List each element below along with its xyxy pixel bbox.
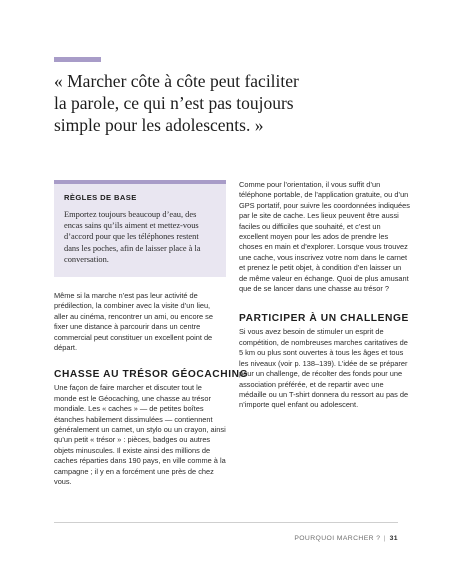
orientation-paragraph: Comme pour l’orientation, il vous suffit d’un téléphone portable, de l’application gratuite, ou d’un GPS portatif, pour suivre les coordonnées indiquées par le site de cache. Les lieux peuvent être aussi faciles ou difficiles que souhaité, et c’est un excellent moyen pour les ados de prendre les choses en main et d’explorer. Lorsque vous trouvez une cache, vous inscrivez votre nom dans le carnet et prenez le petit objet, à condition d’en laisser un de même valeur en échange. Quoi de plus amusant que de se lancer dans une chasse au trésor ? [239,180,410,294]
pull-quote: « Marcher côte à côte peut faciliter la parole, ce qui n’est pas toujours simple pour les adolescents. » [54,71,299,135]
right-column [239,180,411,411]
intro-paragraph: Même si la marche n’est pas leur activité de prédilection, la combiner avec la visite d’un lieu, aller au cinéma, rencontrer un ami, ou encore se fixer une distance à parcourir dans un centre commercial peut constituer un excellent point de départ. [54,291,213,353]
geocaching-heading: CHASSE AU TRÉSOR GÉOCACHING [54,369,249,381]
ground-rules-text: Emportez toujours beaucoup d’eau, des encas sains qu’ils aiment et mettez-vous d’accord pour que les téléphones restent dans les poches, afin de laisser place à la conversation. [64,210,201,264]
ground-rules-box [54,180,226,277]
footer-separator: | [383,535,386,542]
geocaching-paragraph: Une façon de faire marcher et discuter tout le monde est le Géocaching, une chasse au trésor mondiale. Les « caches » — de petites boîtes étanches habilement dissimulées — contiennent généralement un carnet, un stylo ou un crayon, ainsi qu’un petit « trésor » : pièces, badges ou autres objets minuscules. Il existe ainsi des millions de caches réparties dans 190 pays, en ville comme à la campagne ; il y en a forcément une près de chez vous. [54,383,226,487]
footer-section-label: POURQUOI MARCHER ? [294,535,381,542]
footer-divider [54,522,398,523]
page-footer [294,535,398,542]
challenge-heading: PARTICIPER À UN CHALLENGE [239,313,409,325]
ground-rules-heading: RÈGLES DE BASE [64,193,137,202]
quote-accent-bar [54,57,101,62]
challenge-paragraph: Si vous avez besoin de stimuler un esprit de compétition, de nombreuses marches caritatives de 5 km ou plus sont ouvertes à tous les âges et tous les niveaux (voir p. 138–139). L’idée de se préparer pour un challenge, de récolter des fonds pour une association préférée, et de repartir avec une médaille ou un T-shirt donnera du ressort au pas de n’importe quel enfant ou adolescent. [239,327,409,410]
left-column [54,180,249,488]
page-number: 31 [389,535,398,542]
